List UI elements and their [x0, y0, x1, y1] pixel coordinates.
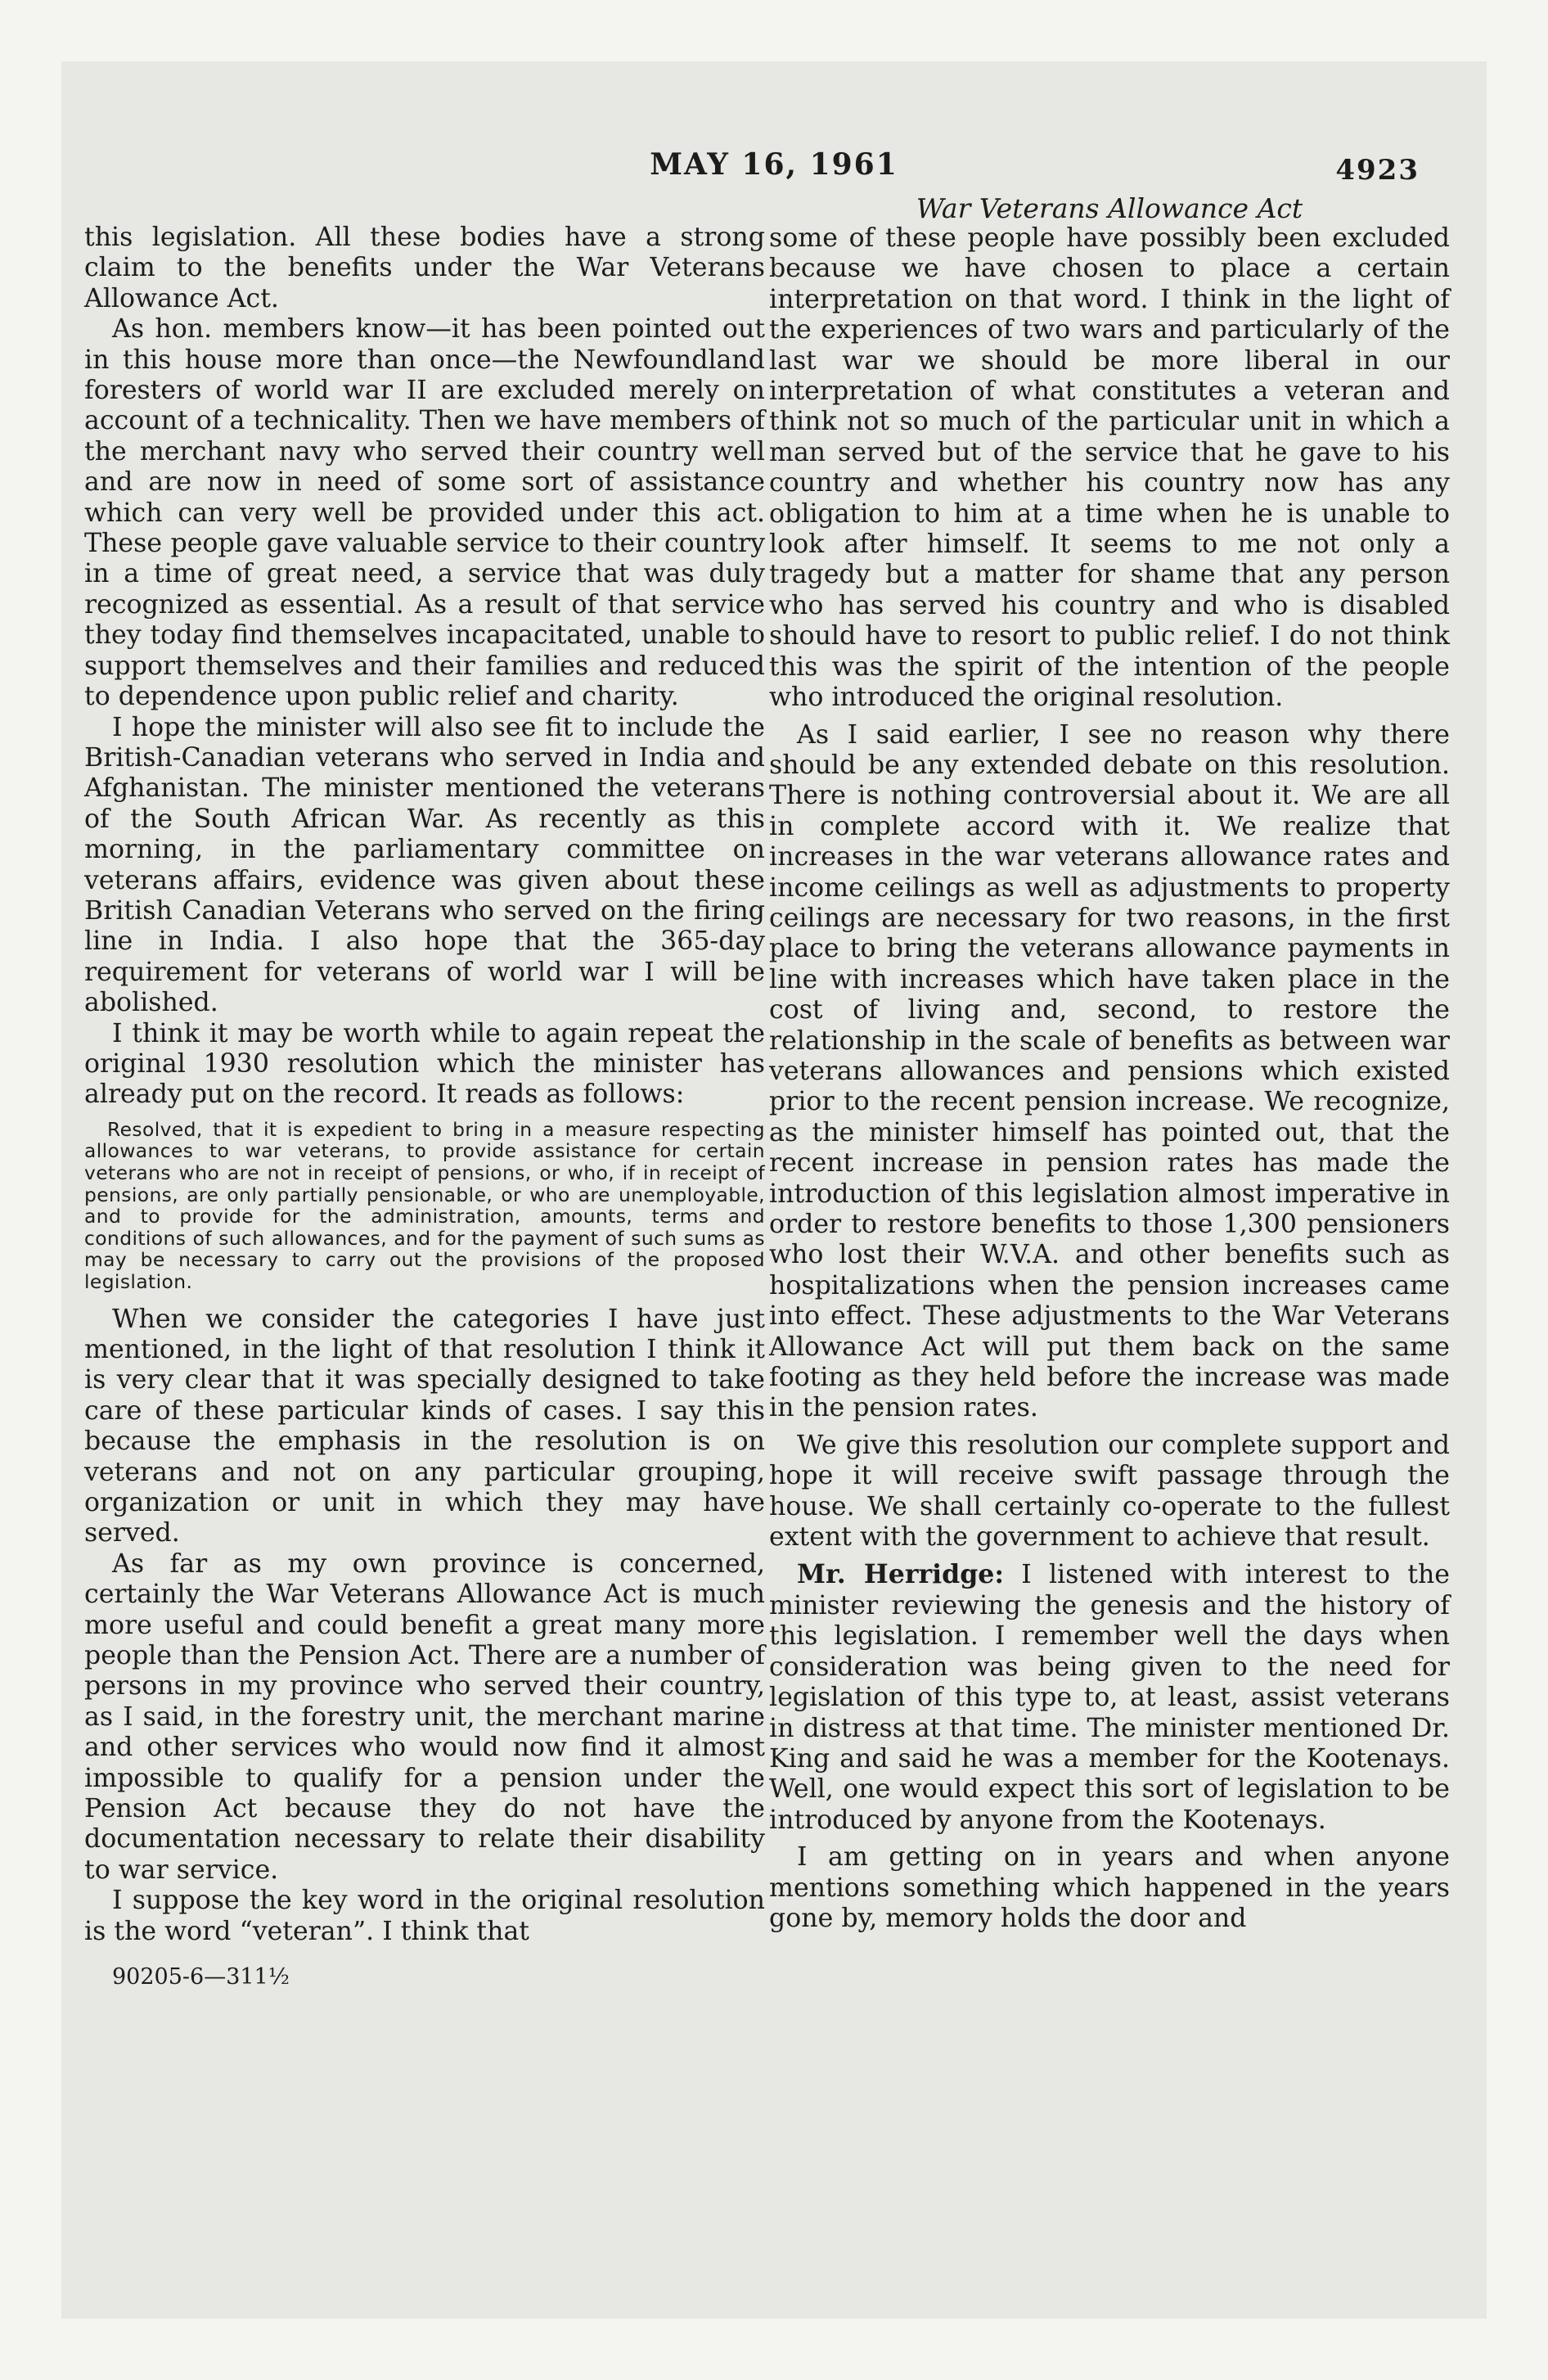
right-paragraph-2: As I said earlier, I see no reason why there should be any extended debate on this resolution. There is nothing controversial about it. We are all in complete accord with it. We realize that increases in the war veterans allowance rates and income ceilings as well as adjustments to property ceilings are necessary for two reasons, in the first place to bring the veterans allowance payments in line with increases which have taken place in the cost of living and, second, to restore the relationship in the scale of benefits as between war veterans allowances and pensions which existed prior to the recent pension increase. We recognize, as the minister himself has pointed out, that the recent increase in pension rates has made the introduction of this legislation almost imperative in order to restore benefits to those 1,300 pensioners who lost their W.V.A. and other benefits such as hospitalizations when the pension increases came into effect. These adjustments to the War Veterans Allowance Act will put them back on the same footing as they held before the increase was made in the pension rates.: [769, 719, 1450, 1423]
speaker-text: I listened with interest to the minister reviewing the genesis and the history of this legislation. I remember well the days when consideration was being given to the need for legislation of this type to, at least, assist veterans in distress at that time. The minister mentioned Dr. King and said he was a member for the Kootenays. Well, one would expect this sort of legislation to be introduced by anyone from the Kootenays.: [769, 1560, 1451, 1835]
left-column: [84, 223, 765, 1992]
printer-code: 90205-6—311½: [112, 1964, 290, 1990]
page-date: MAY 16, 1961: [650, 147, 898, 182]
running-subhead: War Veterans Allowance Act: [916, 192, 1303, 224]
left-paragraph-3: I hope the minister will also see fit to include the British-Canadian veterans who served in India and Afghanistan. The minister mentioned the veterans of the South African War. As recently as this morning, in the parliamentary committee on veterans affairs, evidence was given about these British Canadian Veterans who served on the firing line in India. I also hope that the 365-day requirement for veterans of world war I will be abolished.: [84, 712, 765, 1018]
left-paragraph-6: As far as my own province is concerned, certainly the War Veterans Allowance Act is much more useful and could benefit a great many more people than the Pension Act. There are a number of persons in my province who served their country, as I said, in the forestry unit, the merchant marine and other services who would now find it almost impossible to qualify for a pension under the Pension Act because they do not have the documentation necessary to relate their disability to war service.: [84, 1548, 765, 1885]
right-paragraph-5: I am getting on in years and when anyone mentions something which happened in the years gone by, memory holds the door and: [769, 1842, 1450, 1933]
quoted-resolution: Resolved, that it is expedient to bring in a measure respecting allowances to war veterans, to provide assistance for certain veterans who are not in receipt of pensions, or who, if in receipt of pensions, are only partially pensionable, or who are unemployable, and to provide for the administration, amounts, terms and conditions of such allowances, and for the payment of such sums as may be necessary to carry out the provisions of the proposed legislation.: [84, 1117, 765, 1293]
page-header: [61, 90, 1487, 188]
left-paragraph-5: When we consider the categories I have just mentioned, in the light of that resolution I think it is very clear that it was specially designed to take care of these particular kinds of cases. I say this because the emphasis in the resolution is on veterans and not on any particular grouping, organization or unit in which they may have served.: [84, 1304, 765, 1548]
left-paragraph-2: As hon. members know—it has been pointed out in this house more than once—the Newfoundland foresters of world war II are excluded merely on account of a technicality. Then we have members of the merchant navy who served their country well and are now in need of some sort of assistance which can very well be provided under this act. These people gave valuable service to their country in a time of great need, a service that was duly recognized as essential. As a result of that service they today find themselves incapacitated, unable to support themselves and their families and reduced to dependence upon public relief and charity.: [84, 314, 765, 712]
right-column: [769, 193, 1450, 1934]
right-paragraph-3: We give this resolution our complete support and hope it will receive swift passage through the house. We shall certainly co-operate to the fullest extent with the government to achieve that result.: [769, 1430, 1450, 1553]
page-number: 4923: [1335, 154, 1420, 187]
left-paragraph-4: I think it may be worth while to again repeat the original 1930 resolution which the minister has already put on the record. It reads as follows:: [84, 1018, 765, 1110]
right-paragraph-4: [769, 1559, 1450, 1836]
left-paragraph-7: I suppose the key word in the original resolution is the word “veteran”. I think that: [84, 1886, 765, 1946]
left-paragraph-1: this legislation. All these bodies have a strong claim to the benefits under the War Veterans Allowance Act.: [84, 223, 765, 313]
speaker-name: Mr. Herridge:: [797, 1559, 1005, 1590]
right-paragraph-1: some of these people have possibly been excluded because we have chosen to place a certain interpretation on that word. I think in the light of the experiences of two wars and particularly of the last war we should be more liberal in our interpretation of what constitutes a veteran and think not so much of the particular unit in which a man served but of the service that he gave to his country and whether his country now has any obligation to him at a time when he is unable to look after himself. It seems to me not only a tragedy but a matter for shame that any person who has served his country and who is disabled should have to resort to public relief. I do not think this was the spirit of the intention of the people who introduced the original resolution.: [769, 223, 1450, 713]
